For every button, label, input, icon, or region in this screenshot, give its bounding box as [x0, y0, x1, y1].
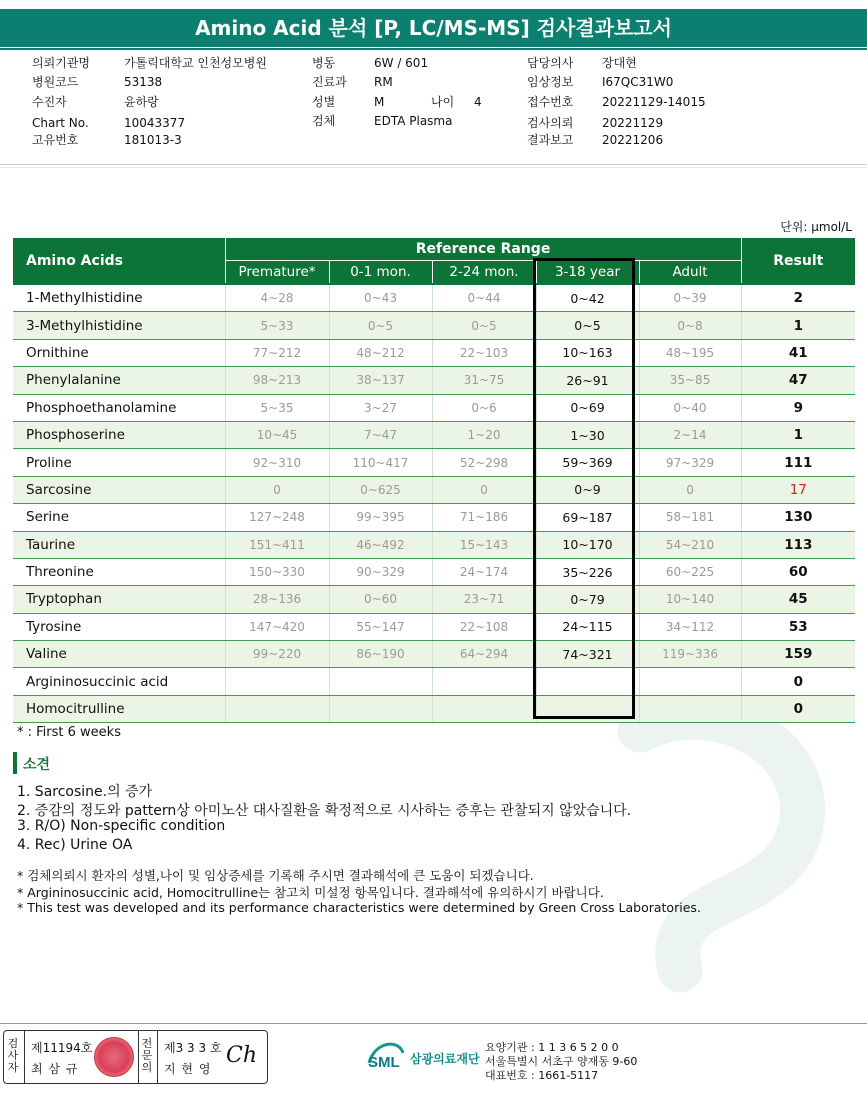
range-m0_1: 0~625	[329, 476, 432, 503]
range-adult: 58~181	[639, 504, 741, 531]
amino-acid-name: Tryptophan	[13, 586, 225, 613]
note-3: * This test was developed and its performance characteristics were determined by Green Cross Laboratories.	[17, 900, 701, 915]
range-premature: 28~136	[225, 586, 329, 613]
signer-license-1: 제11194호	[31, 1041, 93, 1055]
info-col3-value-3: 20221129	[602, 116, 664, 130]
result-value: 60	[741, 558, 855, 585]
amino-acid-name: Serine	[13, 504, 225, 531]
unit-label: 단위: μmol/L	[780, 220, 852, 234]
range-y3_18: 10~163	[536, 339, 639, 366]
info-col1-label-2: 수진자	[32, 95, 67, 109]
range-m0_1: 110~417	[329, 449, 432, 476]
sml-logo-text: SML	[368, 1054, 400, 1071]
range-adult	[639, 668, 741, 695]
result-value: 159	[741, 641, 855, 668]
amino-acid-name: 3-Methylhistidine	[13, 312, 225, 339]
range-premature: 4~28	[225, 284, 329, 312]
range-adult: 97~329	[639, 449, 741, 476]
result-value: 0	[741, 668, 855, 695]
result-value: 1	[741, 312, 855, 339]
range-m0_1: 0~60	[329, 586, 432, 613]
range-m0_1: 0~43	[329, 284, 432, 312]
signer-license-2: 제3 3 3 호	[164, 1041, 222, 1055]
range-adult: 48~195	[639, 339, 741, 366]
lab-code: 요양기관 : 1 1 3 6 5 2 0 0	[485, 1041, 619, 1054]
info-col3-value-0: 장대현	[602, 56, 637, 70]
table-row	[13, 558, 855, 585]
range-m2_24: 52~298	[432, 449, 536, 476]
range-y3_18: 24~115	[536, 613, 639, 640]
info-col3-label-0: 담당의사	[527, 56, 574, 70]
signer-name-1: 최 삼 규	[31, 1062, 79, 1076]
table-row	[13, 367, 855, 394]
header-range-3-18year: 3-18 year	[536, 261, 639, 285]
range-adult: 119~336	[639, 641, 741, 668]
info-col3-value-4: 20221206	[602, 133, 664, 147]
info-col3-label-3: 검사의뢰	[527, 116, 574, 130]
table-row	[13, 394, 855, 421]
info-col1-value-2: 윤하랑	[124, 95, 159, 109]
table-row	[13, 339, 855, 366]
amino-acid-name: 1-Methylhistidine	[13, 284, 225, 312]
sig-divider-2	[138, 1031, 139, 1083]
range-y3_18: 10~170	[536, 531, 639, 558]
range-adult: 35~85	[639, 367, 741, 394]
table-row	[13, 312, 855, 339]
amino-acid-name: Phosphoserine	[13, 421, 225, 448]
range-m2_24: 23~71	[432, 586, 536, 613]
range-premature: 147~420	[225, 613, 329, 640]
range-premature: 77~212	[225, 339, 329, 366]
table-row	[13, 449, 855, 476]
range-premature: 10~45	[225, 421, 329, 448]
range-adult: 60~225	[639, 558, 741, 585]
range-m0_1	[329, 695, 432, 722]
range-adult: 0~40	[639, 394, 741, 421]
amino-acid-name: Homocitrulline	[13, 695, 225, 722]
note-2: * Argininosuccinic acid, Homocitrulline는 참고치 미설정 항목입니다. 결과해석에 유의하시기 바랍니다.	[17, 885, 604, 900]
lab-phone: 대표번호 : 1661-5117	[485, 1069, 599, 1082]
range-premature: 5~35	[225, 394, 329, 421]
opinion-bar	[13, 752, 17, 774]
range-premature	[225, 695, 329, 722]
info-col2-value-1: RM	[374, 75, 393, 89]
age-label: 나이	[431, 95, 455, 109]
result-value: 2	[741, 284, 855, 312]
opinion-line-1: 1. Sarcosine.의 증가	[17, 784, 153, 800]
sml-logo-icon	[365, 1035, 407, 1075]
info-col2-label-3: 검체	[312, 114, 336, 128]
table-row	[13, 613, 855, 640]
result-value: 113	[741, 531, 855, 558]
table-row	[13, 504, 855, 531]
info-col3-label-2: 접수번호	[527, 95, 574, 109]
header-divider	[0, 164, 867, 165]
signer-role-2: 전문의	[141, 1037, 153, 1074]
footnote: * : First 6 weeks	[17, 725, 121, 740]
range-m2_24	[432, 695, 536, 722]
range-m0_1: 55~147	[329, 613, 432, 640]
amino-acid-name: Argininosuccinic acid	[13, 668, 225, 695]
header-range-0-1mon: 0-1 mon.	[329, 261, 432, 285]
amino-acid-name: Taurine	[13, 531, 225, 558]
range-adult: 10~140	[639, 586, 741, 613]
range-m0_1: 38~137	[329, 367, 432, 394]
result-value: 45	[741, 586, 855, 613]
opinion-line-3: 3. R/O) Non-specific condition	[17, 818, 226, 834]
range-m2_24: 24~174	[432, 558, 536, 585]
result-value: 9	[741, 394, 855, 421]
info-col2-label-0: 병동	[312, 56, 336, 70]
footer-divider	[0, 1023, 867, 1024]
range-m2_24: 1~20	[432, 421, 536, 448]
range-adult: 0~39	[639, 284, 741, 312]
info-col3-label-1: 임상정보	[527, 75, 574, 89]
amino-acid-name: Valine	[13, 641, 225, 668]
info-col1-label-0: 의뢰기관명	[32, 56, 90, 70]
info-col2-value-3: EDTA Plasma	[374, 114, 453, 128]
header-range-premature: Premature*	[225, 261, 329, 285]
range-m0_1: 48~212	[329, 339, 432, 366]
range-y3_18: 1~30	[536, 421, 639, 448]
table-row	[13, 586, 855, 613]
range-y3_18: 59~369	[536, 449, 639, 476]
report-title: Amino Acid 분석 [P, LC/MS-MS] 검사결과보고서	[0, 9, 867, 47]
range-y3_18: 0~9	[536, 476, 639, 503]
info-col2-value-0: 6W / 601	[374, 56, 429, 70]
signer-role-1: 검사자	[7, 1037, 19, 1074]
range-premature: 92~310	[225, 449, 329, 476]
range-adult	[639, 695, 741, 722]
range-m2_24: 0~5	[432, 312, 536, 339]
range-adult: 2~14	[639, 421, 741, 448]
table-row	[13, 531, 855, 558]
background-watermark	[600, 690, 860, 1020]
opinion-line-4: 4. Rec) Urine OA	[17, 837, 133, 853]
result-value: 53	[741, 613, 855, 640]
table-row	[13, 668, 855, 695]
info-col1-label-1: 병원코드	[32, 75, 79, 89]
age-value: 4	[474, 95, 482, 109]
header-divider-2	[0, 167, 867, 168]
info-col1-value-0: 가톨릭대학교 인천성모병원	[124, 56, 267, 70]
range-m2_24	[432, 668, 536, 695]
info-col2-label-1: 진료과	[312, 75, 347, 89]
amino-acid-name: Phosphoethanolamine	[13, 394, 225, 421]
range-m0_1	[329, 668, 432, 695]
result-value: 130	[741, 504, 855, 531]
info-col2-label-2: 성별	[312, 95, 336, 109]
range-premature: 127~248	[225, 504, 329, 531]
info-col1-value-4: 181013-3	[124, 133, 182, 147]
range-m2_24: 64~294	[432, 641, 536, 668]
result-value: 1	[741, 421, 855, 448]
handwritten-signature: Ch	[226, 1043, 258, 1068]
header-result: Result	[741, 238, 855, 284]
range-y3_18	[536, 695, 639, 722]
range-m2_24: 22~108	[432, 613, 536, 640]
range-adult: 0	[639, 476, 741, 503]
range-m2_24: 22~103	[432, 339, 536, 366]
table-row	[13, 284, 855, 312]
amino-acid-name: Threonine	[13, 558, 225, 585]
info-col1-value-1: 53138	[124, 75, 163, 89]
info-col1-label-3: Chart No.	[32, 116, 89, 130]
range-adult: 54~210	[639, 531, 741, 558]
range-m0_1: 7~47	[329, 421, 432, 448]
header-range-2-24mon: 2-24 mon.	[432, 261, 536, 285]
result-value: 47	[741, 367, 855, 394]
result-value: 0	[741, 695, 855, 722]
range-premature: 151~411	[225, 531, 329, 558]
table-row	[13, 641, 855, 668]
info-col1-value-3: 10043377	[124, 116, 186, 130]
range-y3_18: 0~69	[536, 394, 639, 421]
range-y3_18: 74~321	[536, 641, 639, 668]
info-col1-label-4: 고유번호	[32, 133, 79, 147]
header-amino-acids: Amino Acids	[13, 238, 225, 284]
amino-acid-name: Phenylalanine	[13, 367, 225, 394]
range-y3_18: 26~91	[536, 367, 639, 394]
lab-address: 서울특별시 서초구 양재동 9-60	[485, 1055, 638, 1068]
result-value: 111	[741, 449, 855, 476]
range-premature: 99~220	[225, 641, 329, 668]
range-m2_24: 71~186	[432, 504, 536, 531]
range-premature: 98~213	[225, 367, 329, 394]
range-premature	[225, 668, 329, 695]
info-col3-label-4: 결과보고	[527, 133, 574, 147]
signer-name-2: 지 현 영	[164, 1062, 212, 1076]
table-row	[13, 476, 855, 503]
lab-name: 삼광의료재단	[410, 1052, 480, 1066]
table-row	[13, 421, 855, 448]
info-col3-value-2: 20221129-14015	[602, 95, 706, 109]
info-col3-value-1: I67QC31W0	[602, 75, 674, 89]
range-m2_24: 15~143	[432, 531, 536, 558]
opinion-line-2: 2. 증감의 정도와 pattern상 아미노산 대사질환을 확정적으로 시사하는 증후는 관찰되지 않았습니다.	[17, 803, 632, 819]
amino-acid-name: Sarcosine	[13, 476, 225, 503]
sig-divider-3	[157, 1031, 158, 1083]
range-premature: 5~33	[225, 312, 329, 339]
range-m0_1: 99~395	[329, 504, 432, 531]
range-y3_18: 0~5	[536, 312, 639, 339]
sig-divider-1	[24, 1031, 25, 1083]
range-adult: 0~8	[639, 312, 741, 339]
table-row	[13, 695, 855, 722]
title-underline	[0, 48, 867, 50]
range-m2_24: 0~6	[432, 394, 536, 421]
range-y3_18: 0~42	[536, 284, 639, 312]
header-range-adult: Adult	[639, 261, 741, 285]
range-adult: 34~112	[639, 613, 741, 640]
signature-box	[3, 1030, 268, 1084]
range-y3_18: 35~226	[536, 558, 639, 585]
range-y3_18	[536, 668, 639, 695]
result-value: 41	[741, 339, 855, 366]
amino-acid-name: Proline	[13, 449, 225, 476]
range-y3_18: 69~187	[536, 504, 639, 531]
range-m2_24: 0	[432, 476, 536, 503]
range-m0_1: 46~492	[329, 531, 432, 558]
range-m0_1: 90~329	[329, 558, 432, 585]
result-rows	[13, 284, 855, 723]
range-m0_1: 86~190	[329, 641, 432, 668]
range-m0_1: 3~27	[329, 394, 432, 421]
note-1: * 검체의뢰시 환자의 성별,나이 및 임상증세를 기록해 주시면 결과해석에 큰 도움이 되겠습니다.	[17, 868, 534, 883]
range-m2_24: 0~44	[432, 284, 536, 312]
result-value: 17	[741, 476, 855, 503]
info-col2-value-2: M	[374, 95, 385, 109]
range-y3_18: 0~79	[536, 586, 639, 613]
seal-stamp	[94, 1037, 134, 1077]
results-table	[13, 238, 855, 723]
range-premature: 0	[225, 476, 329, 503]
range-premature: 150~330	[225, 558, 329, 585]
amino-acid-name: Tyrosine	[13, 613, 225, 640]
range-m2_24: 31~75	[432, 367, 536, 394]
range-m0_1: 0~5	[329, 312, 432, 339]
header-reference-range: Reference Range	[225, 238, 741, 261]
opinion-title: 소견	[23, 757, 51, 773]
amino-acid-name: Ornithine	[13, 339, 225, 366]
